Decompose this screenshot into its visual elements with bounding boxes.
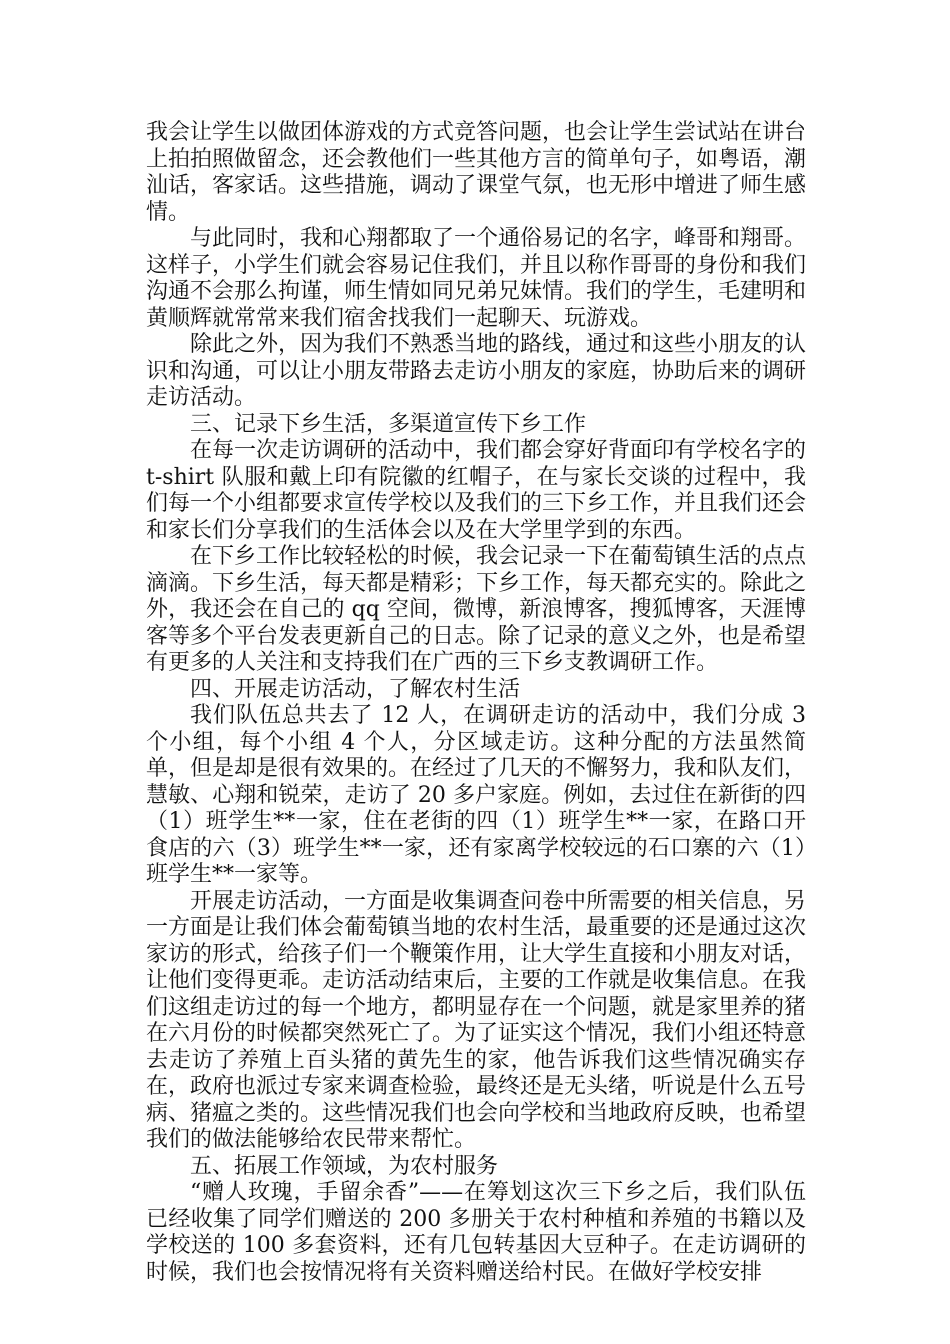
paragraph: 我会让学生以做团体游戏的方式竞答问题，也会让学生尝试站在讲台上拍拍照做留念，还会教他们一些其他方言的简单句子，如粤语，潮汕话，客家话。这些措施，调动了课堂气氛，也无形中增进了师生感情。	[146, 120, 807, 225]
paragraph: 我们队伍总共去了 12 人，在调研走访的活动中，我们分成 3 个小组，每个小组 4 个人，分区域走访。这种分配的方法虽然简单，但是却是很有效果的。在经过了几天的不懈努力，我和队友们，慧敏、心翔和锐荣，走访了 20 多户家庭。例如，去过住在新街的四（1）班学生**一家，住在老街的四（1）班学生**一家，在路口开食店的六（3）班学生**一家，还有家离学校较远的石口寨的六（1）班学生**一家等。	[146, 703, 807, 887]
paragraph: 与此同时，我和心翔都取了一个通俗易记的名字，峰哥和翔哥。这样子，小学生们就会容易记住我们，并且以称作哥哥的身份和我们沟通不会那么拘谨，师生情如同兄弟兄妹情。我们的学生，毛建明和黄顺辉就常常来我们宿舍找我们一起聊天、玩游戏。	[146, 226, 807, 331]
paragraph: “赠人玫瑰，手留余香”——在筹划这次三下乡之后，我们队伍已经收集了同学们赠送的 200 多册关于农村种植和养殖的书籍以及学校送的 100 多套资料，还有几包转基因大豆种子。在走访调研的时候，我们也会按情况将有关资料赠送给村民。在做好学校安排	[146, 1180, 806, 1285]
section-heading: 四、开展走访活动，了解农村生活	[190, 676, 521, 702]
paragraph: 在下乡工作比较轻松的时候，我会记录一下在葡萄镇生活的点点滴滴。下乡生活，每天都是精彩；下乡工作，每天都充实的。除此之外，我还会在自己的 qq 空间，微博，新浪博客，搜狐博客，天涯博客等多个平台发表更新自己的日志。除了记录的意义之外，也是希望有更多的人关注和支持我们在广西的三下乡支教调研工作。	[146, 544, 807, 675]
paragraph: 在每一次走访调研的活动中，我们都会穿好背面印有学校名字的 t-shirt 队服和戴上印有院徽的红帽子，在与家长交谈的过程中，我们每一个小组都要求宣传学校以及我们的三下乡工作，并且我们还会和家长们分享我们的生活体会以及在大学里学到的东西。	[146, 438, 807, 543]
section-heading: 五、拓展工作领域，为农村服务	[190, 1153, 499, 1179]
paragraph: 开展走访活动，一方面是收集调查问卷中所需要的相关信息，另一方面是让我们体会葡萄镇当地的农村生活，最重要的还是通过这次家访的形式，给孩子们一个鞭策作用，让大学生直接和小朋友对话，让他们变得更乖。走访活动结束后，主要的工作就是收集信息。在我们这组走访过的每一个地方，都明显存在一个问题，就是家里养的猪在六月份的时候都突然死亡了。为了证实这个情况，我们小组还特意去走访了养殖上百头猪的黄先生的家，他告诉我们这些情况确实存在，政府也派过专家来调查检验，最终还是无头绪，听说是什么五号病、猪瘟之类的。这些情况我们也会向学校和当地政府反映，也希望我们的做法能够给农民带来帮忙。	[146, 888, 807, 1152]
paragraph: 除此之外，因为我们不熟悉当地的路线，通过和这些小朋友的认识和沟通，可以让小朋友带路去走访小朋友的家庭，协助后来的调研走访活动。	[146, 332, 807, 410]
document-body	[146, 120, 806, 1286]
section-heading: 三、记录下乡生活，多渠道宣传下乡工作	[190, 411, 587, 437]
